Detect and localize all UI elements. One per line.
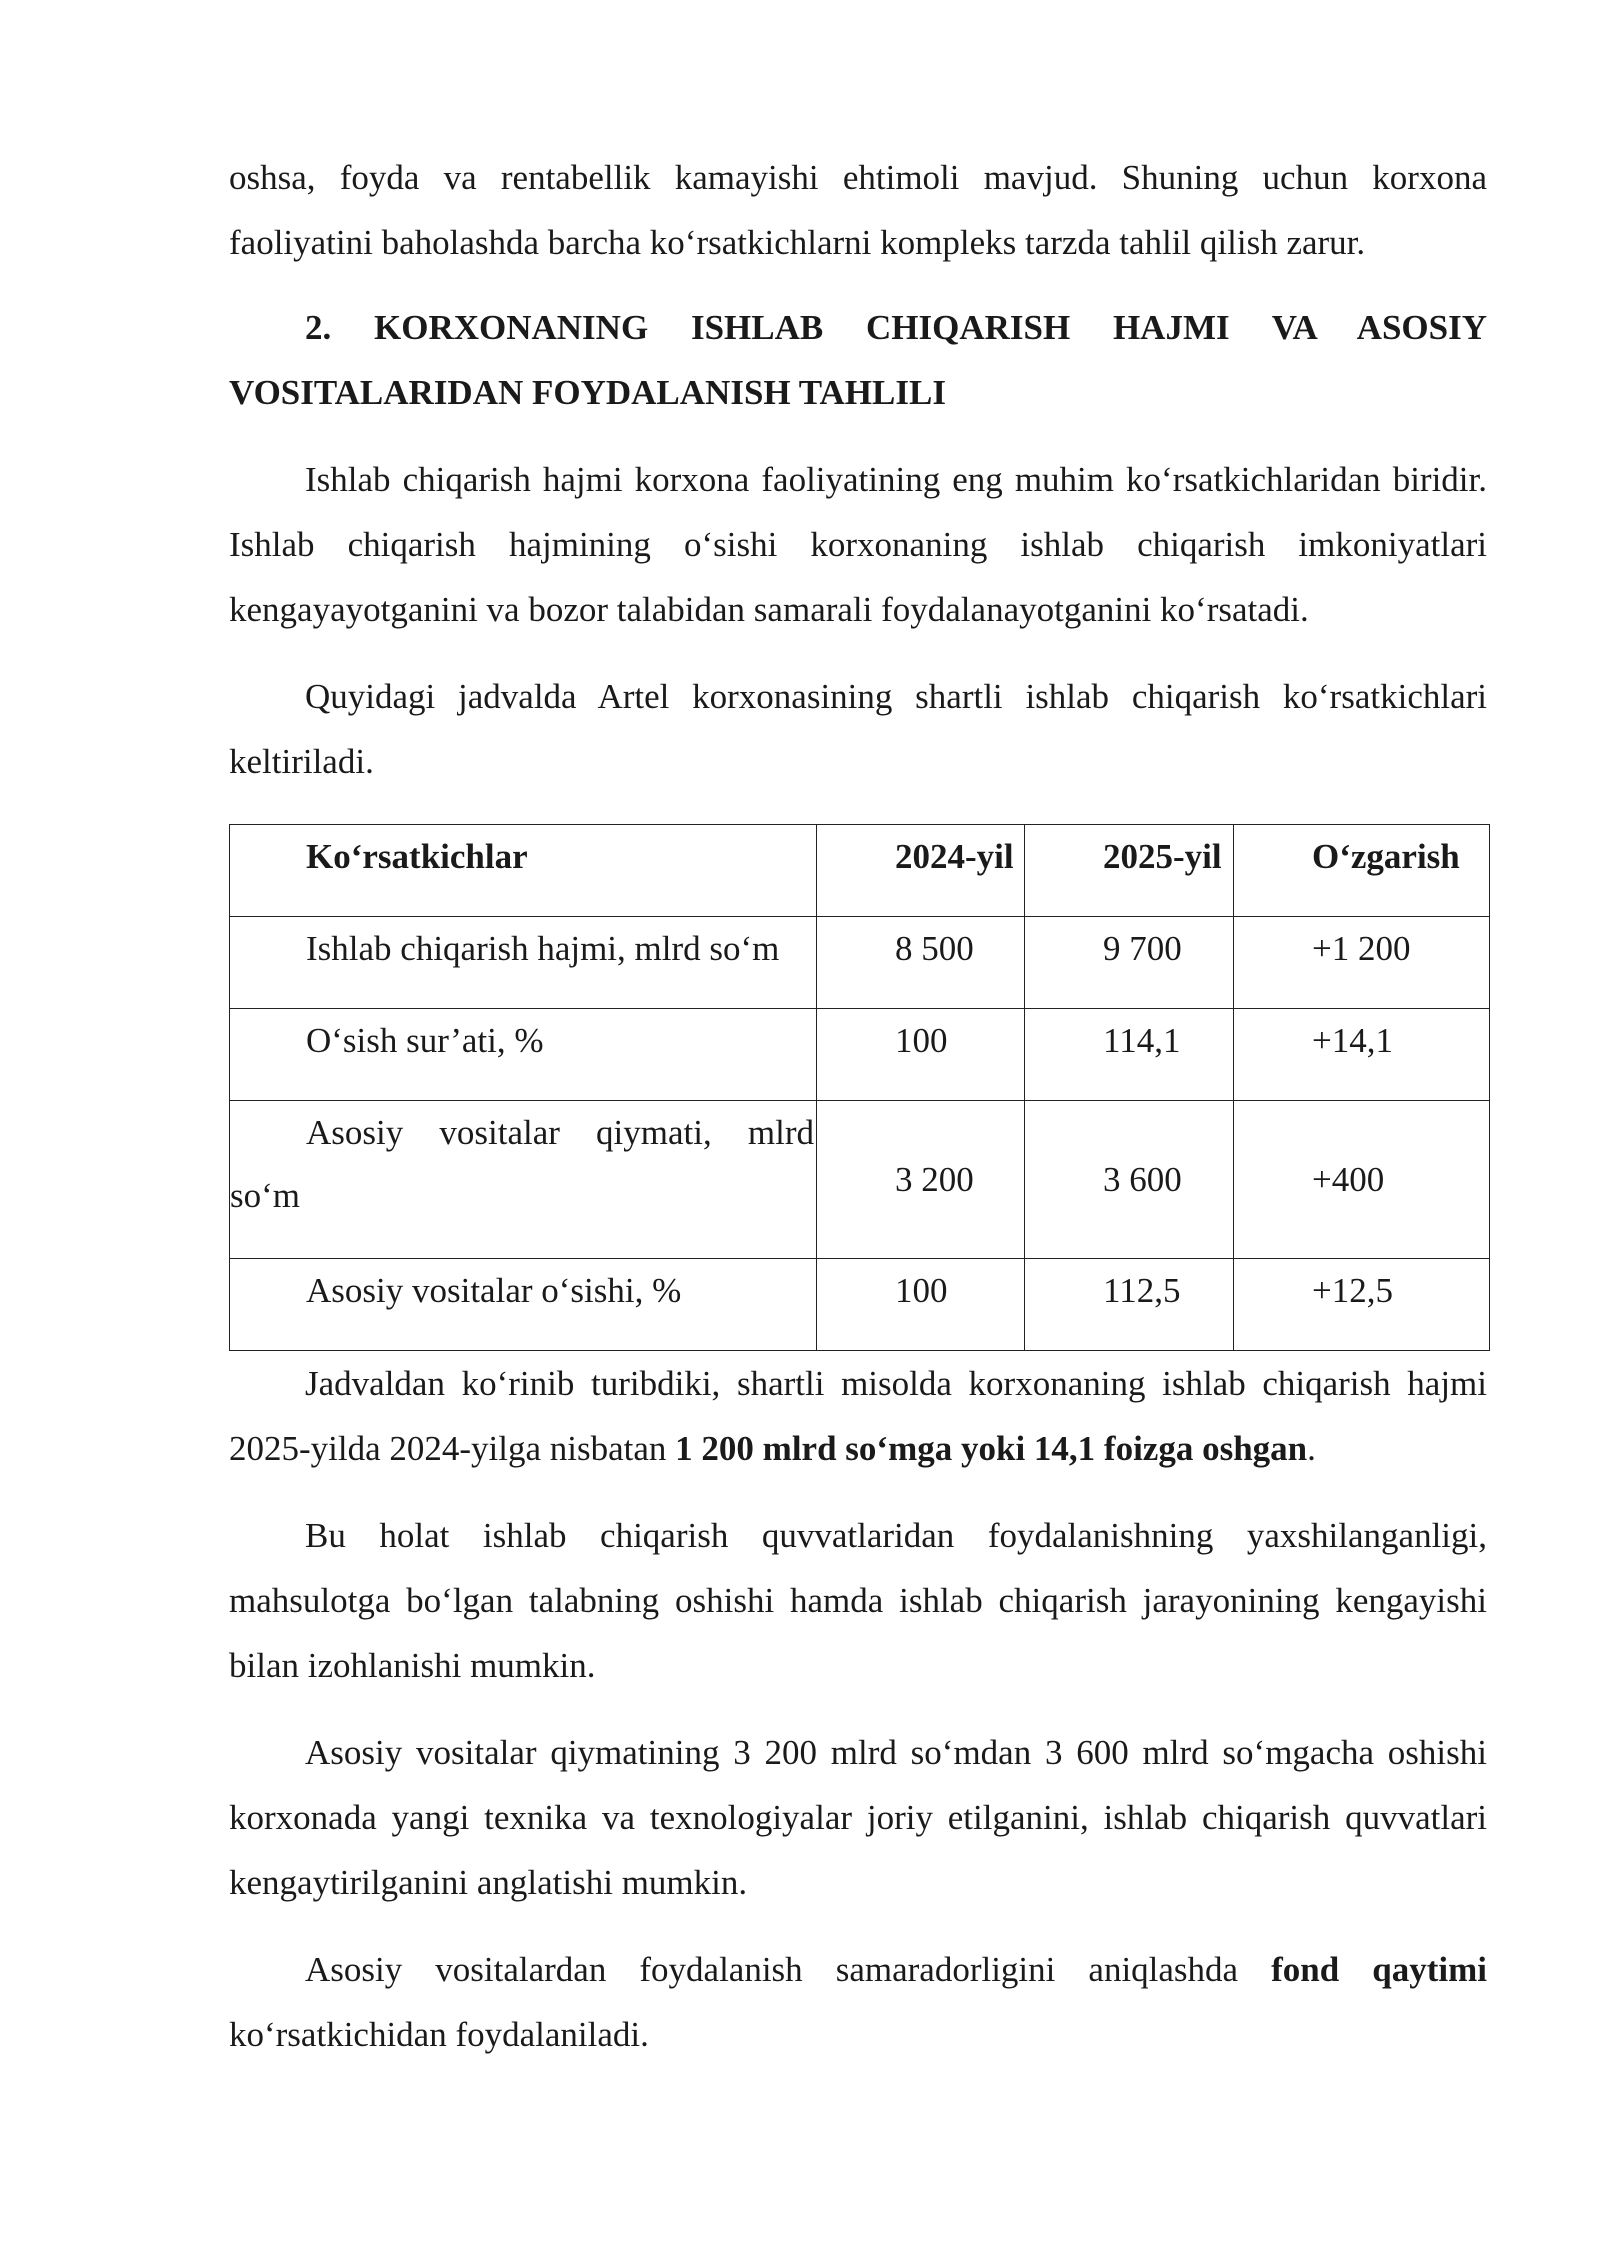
bold-emphasis: fond qaytimi xyxy=(1271,1950,1487,1989)
cell-change: +14,1 xyxy=(1234,1009,1490,1101)
cell-indicator-line1: Asosiy vositalar qiymati, mlrd xyxy=(306,1113,814,1152)
table-row xyxy=(230,917,1490,1009)
cell-2025: 114,1 xyxy=(1025,1009,1234,1101)
cell-2024: 100 xyxy=(817,1009,1025,1101)
paragraph-table-conclusion xyxy=(229,1351,1487,1481)
text-run: ko‘rsatkichidan foydalaniladi. xyxy=(229,2015,649,2054)
table-header-row xyxy=(230,825,1490,917)
text-run: Jadvaldan ko‘rinib turibdiki, shartli misolda korxonaning ishlab chiqarish hajmi 2025-yilda 2024-yilga nisbatan xyxy=(229,1364,1487,1468)
paragraph-fund-return xyxy=(229,1937,1487,2067)
header-2025: 2025-yil xyxy=(1025,825,1234,917)
cell-indicator: Ishlab chiqarish hajmi, mlrd so‘m xyxy=(230,917,817,1009)
paragraph-fixed-assets: Asosiy vositalar qiymatining 3 200 mlrd so‘mdan 3 600 mlrd so‘mgacha oshishi korxonada yangi texnika va texnologiyalar joriy etilganini, ishlab chiqarish quvvatlari kengaytirilganini anglatishi mumkin. xyxy=(229,1733,1487,1902)
text-run: . xyxy=(1307,1429,1316,1468)
cell-indicator: O‘sish sur’ati, % xyxy=(230,1009,817,1101)
header-indicators: Ko‘rsatkichlar xyxy=(230,825,817,917)
document-body xyxy=(229,145,1487,2067)
cell-change: +1 200 xyxy=(1234,917,1490,1009)
cell-2025: 3 600 xyxy=(1025,1101,1234,1259)
bold-emphasis: 1 200 mlrd so‘mga yoki 14,1 foizga oshgan xyxy=(675,1429,1308,1468)
text-run: Asosiy vositalardan foydalanish samaradorligini aniqlashda xyxy=(305,1950,1272,1989)
cell-2025: 9 700 xyxy=(1025,917,1234,1009)
cell-change: +12,5 xyxy=(1234,1259,1490,1351)
table-row xyxy=(230,1101,1490,1259)
paragraph-table-intro: Quyidagi jadvalda Artel korxonasining shartli ishlab chiqarish ko‘rsatkichlari keltiriladi. xyxy=(229,677,1487,781)
cell-2024: 8 500 xyxy=(817,917,1025,1009)
table-row xyxy=(230,1259,1490,1351)
cell-change: +400 xyxy=(1234,1101,1490,1259)
cell-indicator-line2: so‘m xyxy=(230,1176,300,1215)
table-row xyxy=(230,1009,1490,1101)
cell-indicator: Asosiy vositalar o‘sishi, % xyxy=(230,1259,817,1351)
cell-indicator xyxy=(230,1101,817,1259)
paragraph-explanation: Bu holat ishlab chiqarish quvvatlaridan foydalanishning yaxshilanganligi, mahsulotga bo‘lgan talabning oshishi hamda ishlab chiqarish jarayonining kengayishi bilan izohlanishi mumkin. xyxy=(229,1516,1487,1685)
paragraph-production-volume: Ishlab chiqarish hajmi korxona faoliyatining eng muhim ko‘rsatkichlaridan biridir. Ishlab chiqarish hajmining o‘sishi korxonaning ishlab chiqarish imkoniyatlari kengayayotganini va bozor talabidan samarali foydalanayotganini ko‘rsatadi. xyxy=(229,460,1487,629)
header-change: O‘zgarish xyxy=(1234,825,1490,917)
cell-2024: 3 200 xyxy=(817,1101,1025,1259)
cell-2024: 100 xyxy=(817,1259,1025,1351)
cell-2025: 112,5 xyxy=(1025,1259,1234,1351)
section-heading: 2. KORXONANING ISHLAB CHIQARISH HAJMI VA ASOSIY VOSITALARIDAN FOYDALANISH TAHLILI xyxy=(229,308,1487,412)
header-2024: 2024-yil xyxy=(817,825,1025,917)
indicators-table xyxy=(229,824,1490,1351)
paragraph-continued: oshsa, foyda va rentabellik kamayishi ehtimoli mavjud. Shuning uchun korxona faoliyatini baholashda barcha ko‘rsatkichlarni kompleks tarzda tahlil qilish zarur. xyxy=(229,158,1487,262)
